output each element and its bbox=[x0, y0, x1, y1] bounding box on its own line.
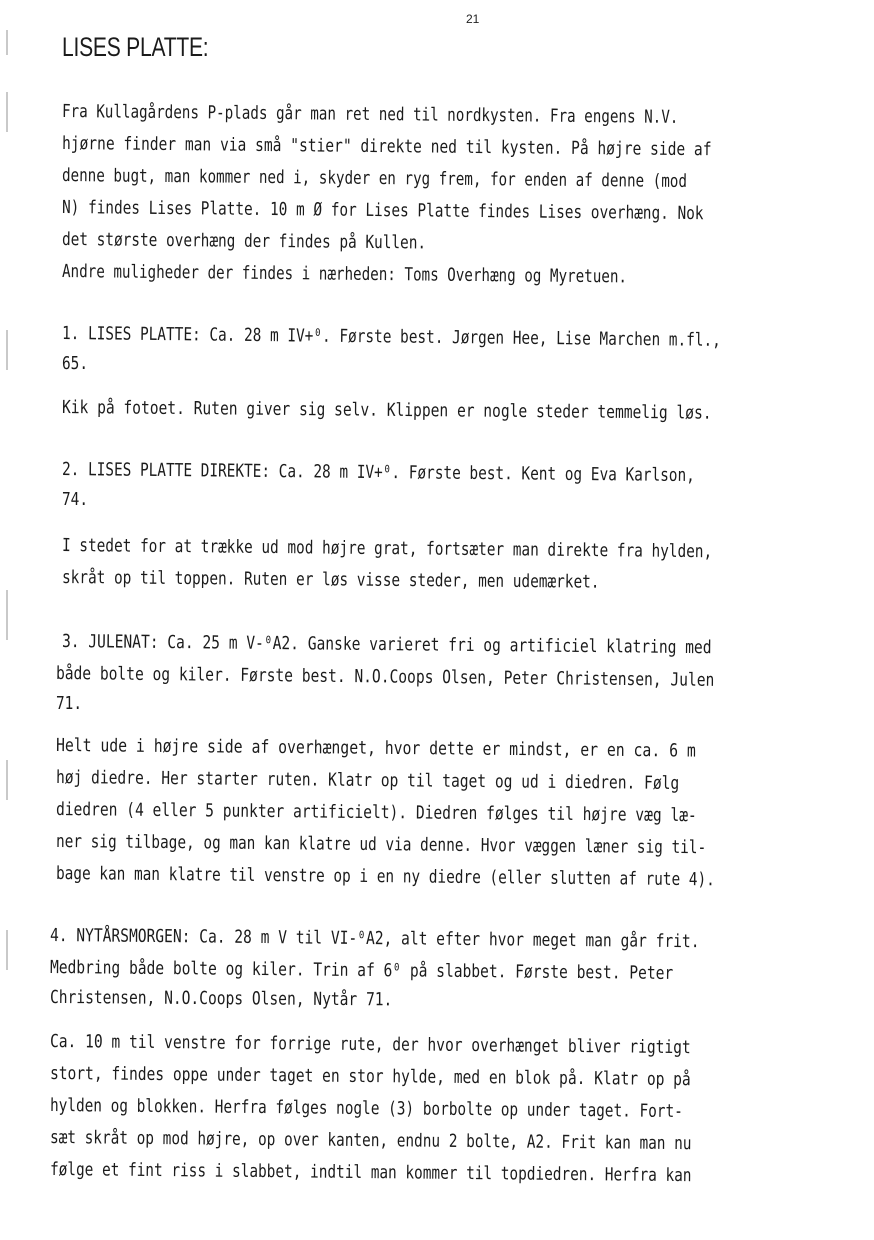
route-2-heading: 2. LISES PLATTE DIREKTE: Ca. 28 m IV+⁰. Første best. Kent og Eva Karlson, bbox=[61, 459, 695, 487]
route-4-description-line-4: sæt skråt op mod højre, op over kanten, endnu 2 bolte, A2. Frit kan man nu bbox=[49, 1127, 692, 1155]
route-3-description-line-1: Helt ude i højre side af overhænget, hvor dette er mindst, er en ca. 6 m bbox=[55, 735, 696, 762]
route-4-description-line-1: Ca. 10 m til venstre for forrige rute, der hvor overhænget bliver rigtigt bbox=[49, 1031, 691, 1059]
route-3-description-line-2: høj diedre. Her starter ruten. Klatr op til taget og ud i diedren. Følg bbox=[55, 767, 680, 794]
route-2-description-line-2: skråt op til toppen. Ruten er løs visse steder, men udemærket. bbox=[61, 567, 600, 593]
route-3-heading: 3. JULENAT: Ca. 25 m V-⁰A2. Ganske varieret fri og artificiel klatring med bbox=[61, 631, 712, 659]
route-4-heading: 4. NYTÅRSMORGEN: Ca. 28 m V til VI-⁰A2, alt efter hvor meget man går frit. bbox=[49, 925, 700, 953]
route-4-description-line-5: følge et fint riss i slabbet, indtil man kommer til topdiedren. Herfra kan bbox=[49, 1159, 692, 1187]
intro-line-6: Andre muligheder der findes i nærheden: Toms Overhæng og Myretuen. bbox=[61, 261, 628, 288]
route-3-heading-line-2: både bolte og kiler. Første best. N.O.Coops Olsen, Peter Christensen, Julen bbox=[55, 663, 715, 691]
route-3-description-line-4: ner sig tilbage, og man kan klatre ud via denne. Hvor væggen læner sig til- bbox=[55, 831, 707, 859]
route-1-year: 65. bbox=[62, 353, 89, 374]
scan-edge-mark bbox=[6, 330, 8, 370]
route-3-year: 71. bbox=[56, 693, 83, 714]
route-2-year: 74. bbox=[62, 489, 89, 510]
scan-edge-mark bbox=[6, 930, 8, 970]
intro-line-5: det største overhæng der findes på Kullen. bbox=[61, 229, 427, 254]
scan-edge-mark bbox=[6, 590, 8, 640]
route-3-description-line-5: bage kan man klatre til venstre op i en ny diedre (eller slutten af rute 4). bbox=[55, 863, 715, 891]
intro-line-1: Fra Kullagårdens P-plads går man ret ned til nordkysten. Fra engens N.V. bbox=[61, 101, 679, 128]
route-2-description-line-1: I stedet for at trække ud mod højre grat, fortsæter man direkte fra hylden, bbox=[61, 535, 713, 563]
route-4-heading-line-3: Christensen, N.O.Coops Olsen, Nytår 71. bbox=[49, 987, 393, 1011]
route-4-description-line-2: stort, findes oppe under taget en stor hylde, med en blok på. Klatr op på bbox=[49, 1063, 691, 1091]
scan-edge-mark bbox=[6, 30, 8, 55]
intro-line-4: N) findes Lises Platte. 10 m Ø for Lises Platte findes Lises overhæng. Nok bbox=[61, 197, 704, 225]
route-4-heading-line-2: Medbring både bolte og kiler. Trin af 6⁰ på slabbet. Første best. Peter bbox=[49, 957, 674, 984]
intro-line-2: hjørne finder man via små "stier" direkte ned til kysten. På højre side af bbox=[61, 133, 712, 161]
route-4-description-line-3: hylden og blokken. Herfra følges nogle (3) borbolte op under taget. Fort- bbox=[49, 1095, 683, 1123]
route-1-description: Kik på fotoet. Ruten giver sig selv. Klippen er nogle steder temmelig løs. bbox=[61, 397, 712, 424]
page-title: LISES PLATTE: bbox=[62, 32, 209, 62]
route-1-heading: 1. LISES PLATTE: Ca. 28 m IV+⁰. Første best. Jørgen Hee, Lise Marchen m.fl., bbox=[61, 323, 721, 351]
intro-line-3: denne bugt, man kommer ned i, skyder en ryg frem, for enden af denne (mod bbox=[61, 165, 688, 192]
route-3-description-line-3: diedren (4 eller 5 punkter artificielt). Diedren følges til højre væg læ- bbox=[55, 799, 697, 827]
scan-edge-mark bbox=[6, 760, 8, 800]
scan-edge-mark bbox=[6, 92, 8, 132]
page-number: 21 bbox=[466, 12, 480, 26]
